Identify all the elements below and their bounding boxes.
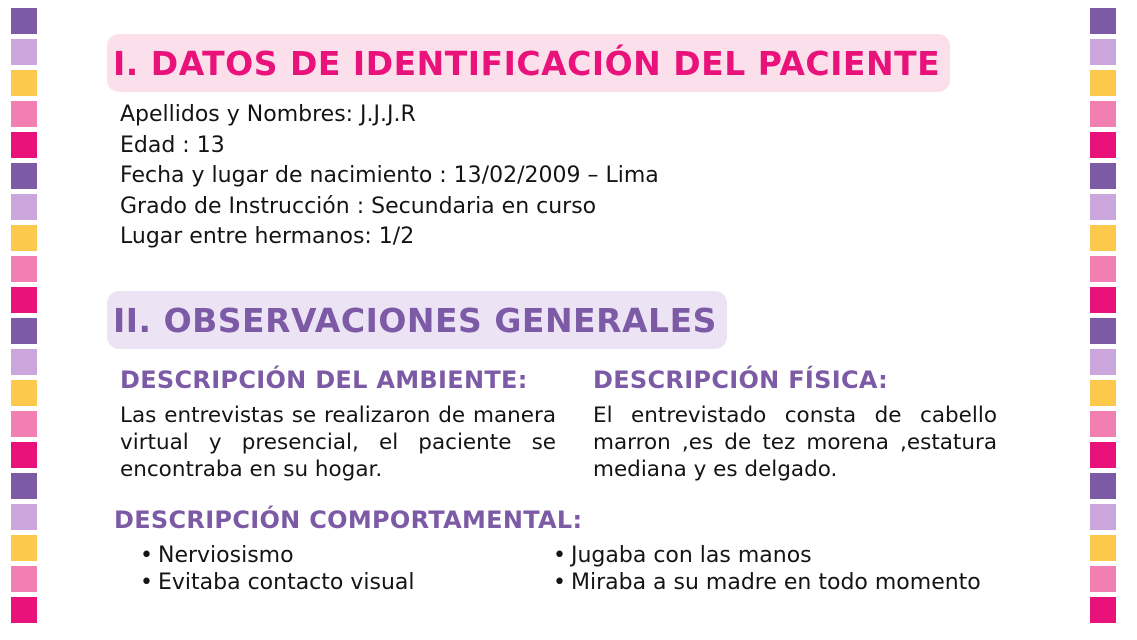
ambiente-description: Las entrevistas se realizaron de manera virtual y presencial, el paciente se encontraba en su hogar. — [120, 403, 556, 482]
decorative-square — [11, 442, 37, 468]
decorative-square — [1090, 349, 1116, 375]
bullet-icon: • — [553, 543, 566, 568]
decorative-square — [11, 318, 37, 344]
behavior-item-text: Miraba a su madre en todo momento — [571, 570, 981, 595]
fisica-description: El entrevistado consta de cabello marron ,es de tez morena ,estatura mediana y es delgado. — [593, 403, 997, 482]
fisica-heading: DESCRIPCIÓN FÍSICA: — [593, 366, 889, 394]
section-1-title-text: I. DATOS DE IDENTIFICACIÓN DEL PACIENTE — [113, 43, 941, 83]
ambiente-heading: DESCRIPCIÓN DEL AMBIENTE: — [120, 366, 528, 394]
behavior-item-text: Jugaba con las manos — [571, 543, 812, 568]
decorative-square — [1090, 194, 1116, 220]
decorative-square — [11, 225, 37, 251]
left-decorative-stripe — [11, 8, 37, 623]
decorative-square — [11, 504, 37, 530]
decorative-square — [11, 132, 37, 158]
patient-age-line: Edad : 13 — [120, 132, 225, 158]
decorative-square — [11, 380, 37, 406]
decorative-square — [11, 8, 37, 34]
decorative-square — [11, 597, 37, 623]
section-2-title-text: II. OBSERVACIONES GENERALES — [113, 300, 717, 340]
decorative-square — [1090, 504, 1116, 530]
decorative-square — [1090, 287, 1116, 313]
patient-identification-list — [120, 100, 659, 253]
decorative-square — [1090, 380, 1116, 406]
decorative-square — [11, 70, 37, 96]
decorative-square — [1090, 163, 1116, 189]
patient-birth-line: Fecha y lugar de nacimiento : 13/02/2009 – Lima — [120, 163, 659, 188]
decorative-square — [1090, 411, 1116, 437]
decorative-square — [11, 101, 37, 127]
decorative-square — [11, 163, 37, 189]
behavior-item-text: Evitaba contacto visual — [158, 570, 415, 595]
decorative-square — [1090, 535, 1116, 561]
decorative-square — [1090, 101, 1116, 127]
patient-sibling-order-line: Lugar entre hermanos: 1/2 — [120, 224, 415, 249]
list-item — [553, 569, 981, 596]
section-2-title — [107, 291, 727, 349]
bullet-icon: • — [140, 543, 153, 568]
decorative-square — [11, 194, 37, 220]
section-1-title — [107, 34, 950, 92]
list-item — [553, 542, 981, 569]
decorative-square — [1090, 566, 1116, 592]
decorative-square — [1090, 318, 1116, 344]
decorative-square — [1090, 597, 1116, 623]
decorative-square — [11, 411, 37, 437]
behavior-list-right — [553, 542, 981, 596]
list-item — [140, 569, 415, 596]
decorative-square — [1090, 70, 1116, 96]
decorative-square — [11, 535, 37, 561]
decorative-square — [11, 287, 37, 313]
patient-education-line: Grado de Instrucción : Secundaria en curso — [120, 193, 597, 219]
bullet-icon: • — [140, 570, 153, 595]
decorative-square — [1090, 225, 1116, 251]
decorative-square — [1090, 442, 1116, 468]
decorative-square — [1090, 8, 1116, 34]
decorative-square — [1090, 256, 1116, 282]
decorative-square — [1090, 39, 1116, 65]
decorative-square — [11, 256, 37, 282]
decorative-square — [1090, 132, 1116, 158]
comportamental-heading: DESCRIPCIÓN COMPORTAMENTAL: — [114, 506, 583, 534]
right-decorative-stripe — [1090, 8, 1116, 623]
decorative-square — [11, 473, 37, 499]
bullet-icon: • — [553, 570, 566, 595]
behavior-list-left — [140, 542, 415, 596]
decorative-square — [11, 39, 37, 65]
decorative-square — [1090, 473, 1116, 499]
patient-name-line: Apellidos y Nombres: J.J.J.R — [120, 102, 416, 127]
list-item — [140, 542, 415, 569]
decorative-square — [11, 349, 37, 375]
decorative-square — [11, 566, 37, 592]
behavior-item-text: Nerviosismo — [158, 543, 294, 568]
